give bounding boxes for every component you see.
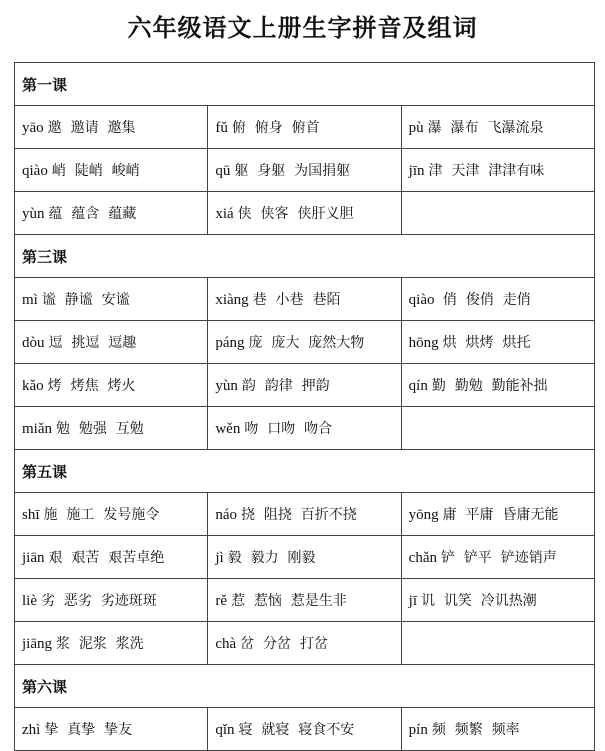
table-row xyxy=(15,622,595,665)
pinyin: hōng xyxy=(408,335,439,351)
pinyin: zhì xyxy=(22,722,41,738)
words: 俯 俯身 俯首 xyxy=(231,120,320,136)
pinyin: pù xyxy=(408,120,424,136)
words: 蕴 蕴含 蕴藏 xyxy=(48,206,137,222)
words: 谧 静谧 安谧 xyxy=(41,292,130,308)
pinyin: shī xyxy=(22,507,40,523)
words: 躯 身躯 为国捐躯 xyxy=(234,163,351,179)
words: 津 天津 津津有味 xyxy=(428,163,545,179)
table-row xyxy=(15,407,595,450)
table-row xyxy=(15,708,595,751)
words: 吻 口吻 吻合 xyxy=(244,421,333,437)
section-header-row xyxy=(15,450,595,493)
words: 韵 韵律 押韵 xyxy=(241,378,330,394)
words: 邀 邀请 邀集 xyxy=(47,120,136,136)
pinyin: qiào xyxy=(22,163,48,179)
word-cell xyxy=(15,622,208,665)
words: 铲 铲平 铲迹销声 xyxy=(440,550,557,566)
words: 烘 烘烤 烘托 xyxy=(442,335,531,351)
pinyin: xiàng xyxy=(215,292,249,308)
word-cell xyxy=(15,278,208,321)
word-cell xyxy=(208,579,401,622)
lesson-title: 第五课 xyxy=(15,450,595,493)
words: 瀑 瀑布 飞瀑流泉 xyxy=(427,120,544,136)
word-cell xyxy=(401,493,594,536)
word-cell xyxy=(15,192,208,235)
section-header-row xyxy=(15,235,595,278)
word-cell xyxy=(401,407,594,450)
pinyin: yùn xyxy=(215,378,238,394)
words: 峭 陡峭 峻峭 xyxy=(51,163,140,179)
section-header-row xyxy=(15,665,595,708)
pinyin: mì xyxy=(22,292,38,308)
words: 劣 恶劣 劣迹斑斑 xyxy=(41,593,157,609)
word-cell xyxy=(401,364,594,407)
words: 烤 烤焦 烤火 xyxy=(47,378,136,394)
word-cell xyxy=(401,106,594,149)
words: 挠 阻挠 百折不挠 xyxy=(241,507,357,523)
words: 逗 挑逗 逗趣 xyxy=(48,335,137,351)
pinyin: chà xyxy=(215,636,237,652)
words: 讥 讥笑 冷讥热潮 xyxy=(421,593,537,609)
words: 勤 勤勉 勤能补拙 xyxy=(431,378,548,394)
word-cell xyxy=(208,192,401,235)
word-cell xyxy=(15,493,208,536)
words: 侠 侠客 侠肝义胆 xyxy=(237,206,354,222)
pinyin: jī xyxy=(408,593,417,609)
word-cell xyxy=(15,536,208,579)
words: 勉 勉强 互勉 xyxy=(56,421,144,437)
words: 庸 平庸 昏庸无能 xyxy=(442,507,559,523)
pinyin: chǎn xyxy=(408,550,437,566)
word-cell xyxy=(401,708,594,751)
word-cell xyxy=(15,321,208,364)
word-cell xyxy=(15,149,208,192)
word-cell xyxy=(15,579,208,622)
pinyin: qiào xyxy=(408,292,435,308)
table-row xyxy=(15,321,595,364)
table-row xyxy=(15,149,595,192)
pinyin: náo xyxy=(215,507,237,523)
pinyin: dòu xyxy=(22,335,45,351)
words: 岔 分岔 打岔 xyxy=(240,636,328,652)
pinyin: miǎn xyxy=(22,421,52,437)
word-cell xyxy=(401,622,594,665)
pinyin: liè xyxy=(22,593,37,609)
pinyin: qū xyxy=(215,163,231,179)
word-cell xyxy=(15,708,208,751)
words: 俏 俊俏 走俏 xyxy=(438,292,531,308)
word-cell xyxy=(401,536,594,579)
lesson-title: 第六课 xyxy=(15,665,595,708)
word-cell xyxy=(401,149,594,192)
table-row xyxy=(15,106,595,149)
pinyin: jì xyxy=(215,550,224,566)
pinyin: jiān xyxy=(22,550,45,566)
word-cell xyxy=(15,106,208,149)
words: 挚 真挚 挚友 xyxy=(44,722,133,738)
pinyin: jīn xyxy=(408,163,425,179)
pinyin: wěn xyxy=(215,421,241,437)
words: 频 频繁 频率 xyxy=(431,722,520,738)
pinyin: yùn xyxy=(22,206,45,222)
pinyin: páng xyxy=(215,335,245,351)
table-row xyxy=(15,579,595,622)
page-title: 六年级语文上册生字拼音及组词 xyxy=(127,14,478,42)
word-cell xyxy=(401,278,594,321)
table-row xyxy=(15,192,595,235)
lesson-title: 第三课 xyxy=(15,235,595,278)
word-cell xyxy=(208,536,401,579)
pinyin: yōng xyxy=(408,507,439,523)
word-cell xyxy=(208,278,401,321)
vocab-table xyxy=(14,62,595,751)
words: 浆 泥浆 浆洗 xyxy=(56,636,144,652)
word-cell xyxy=(401,321,594,364)
pinyin: kǎo xyxy=(22,378,44,394)
pinyin: qǐn xyxy=(215,722,235,738)
pinyin: fǔ xyxy=(215,120,228,136)
pinyin: jiāng xyxy=(22,636,52,652)
words: 施 施工 发号施令 xyxy=(43,507,160,523)
words: 毅 毅力 刚毅 xyxy=(227,550,316,566)
pinyin: xiá xyxy=(215,206,234,222)
word-cell xyxy=(208,106,401,149)
word-cell xyxy=(208,493,401,536)
pinyin: yāo xyxy=(22,120,44,136)
word-cell xyxy=(401,192,594,235)
words: 庞 庞大 庞然大物 xyxy=(248,335,365,351)
section-header-row xyxy=(15,63,595,106)
words: 惹 惹恼 惹是生非 xyxy=(230,593,347,609)
words: 艰 艰苦 艰苦卓绝 xyxy=(48,550,165,566)
words: 寝 就寝 寝食不安 xyxy=(238,722,355,738)
word-cell xyxy=(208,407,401,450)
table-row xyxy=(15,278,595,321)
word-cell xyxy=(401,579,594,622)
word-cell xyxy=(208,708,401,751)
word-cell xyxy=(208,149,401,192)
table-row xyxy=(15,536,595,579)
pinyin: pín xyxy=(408,722,428,738)
word-cell xyxy=(208,321,401,364)
lesson-title: 第一课 xyxy=(15,63,595,106)
pinyin: qín xyxy=(408,378,428,394)
table-row xyxy=(15,364,595,407)
word-cell xyxy=(208,364,401,407)
word-cell xyxy=(208,622,401,665)
words: 巷 小巷 巷陌 xyxy=(252,292,341,308)
pinyin: rě xyxy=(215,593,227,609)
word-cell xyxy=(15,407,208,450)
word-cell xyxy=(15,364,208,407)
table-row xyxy=(15,493,595,536)
